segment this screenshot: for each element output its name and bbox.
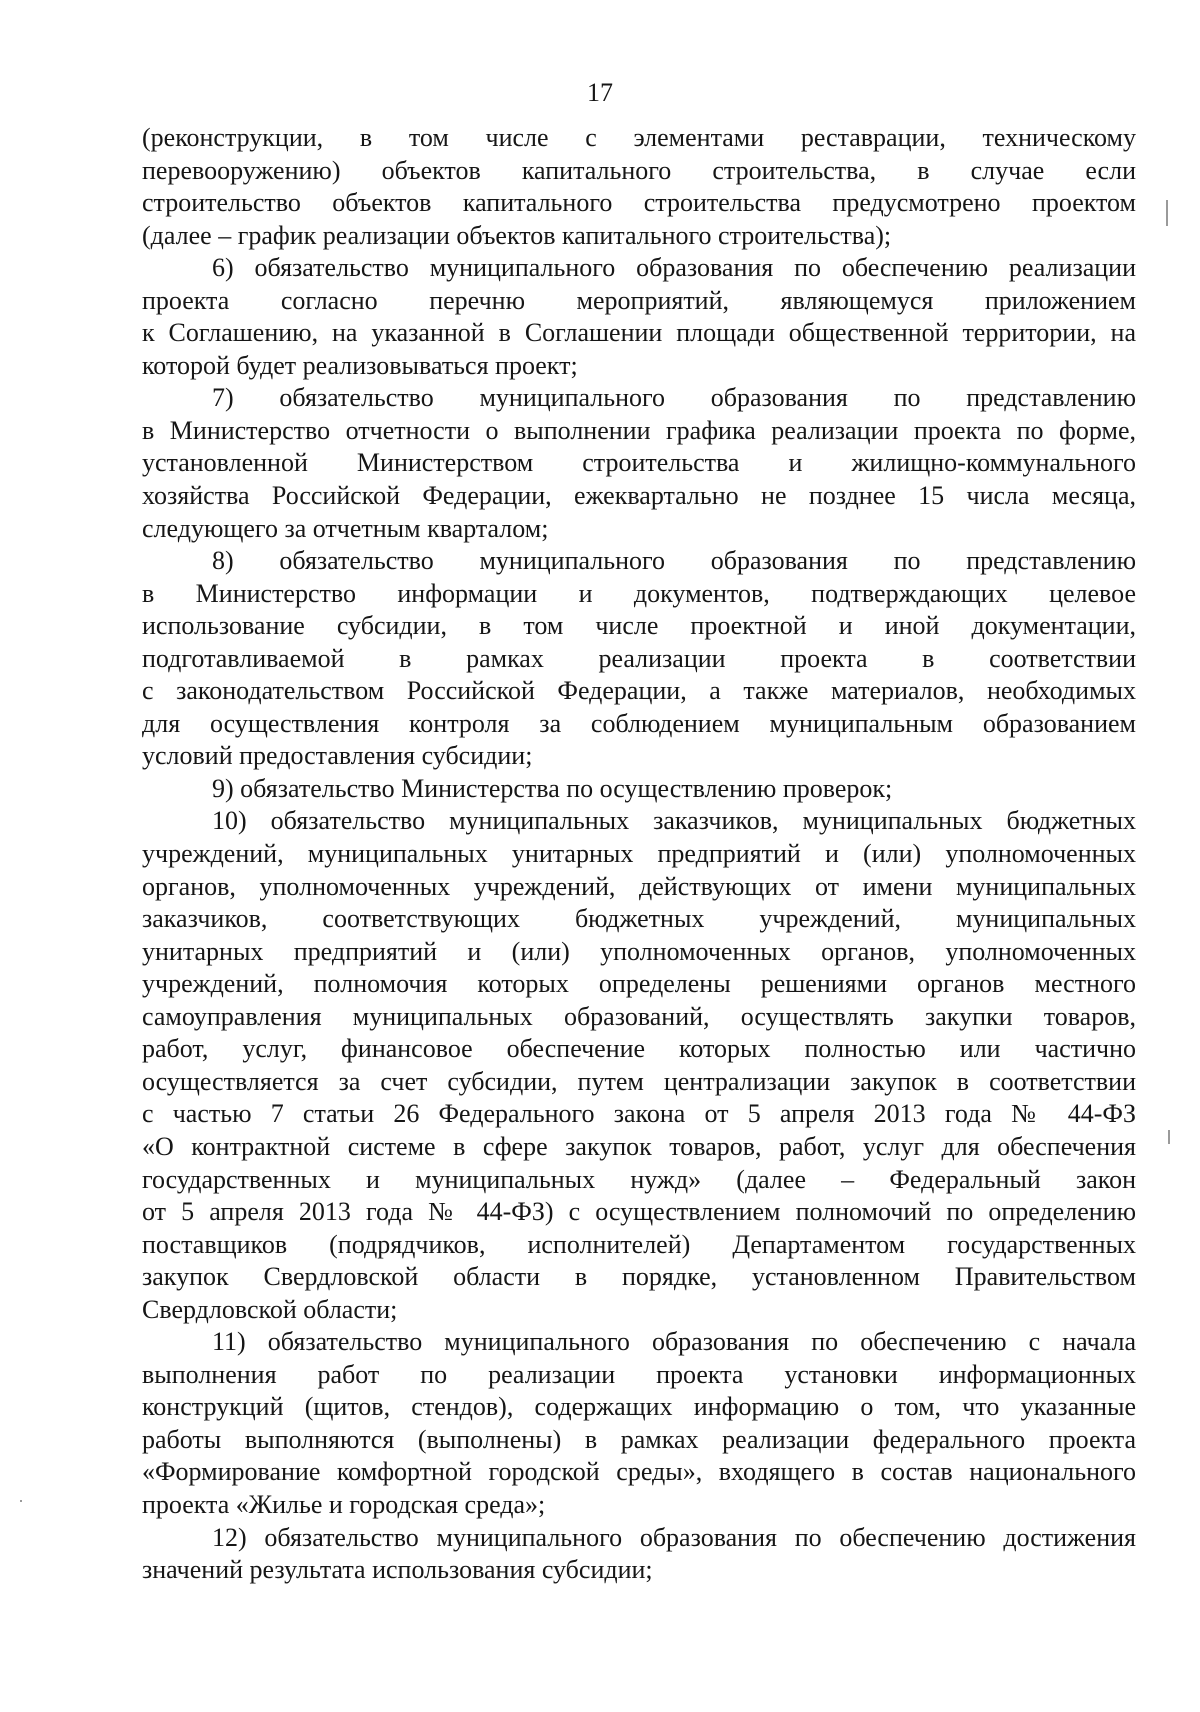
text-line: значений результата использования субсидии; [142, 1555, 653, 1585]
document-body [142, 122, 1136, 1587]
text-line: поставщиков (подрядчиков, исполнителей) Департаментом государственных [142, 1229, 1136, 1259]
paragraph-p11 [142, 1326, 1136, 1521]
paragraph-p6 [142, 252, 1136, 382]
text-line: работы выполняются (выполнены) в рамках реализации федерального проекта [142, 1424, 1136, 1454]
text-line: 8) обязательство муниципального образования по представлению [212, 546, 1136, 576]
scan-artifact-mark [1166, 200, 1168, 226]
text-line: строительство объектов капитального строительства предусмотрено проектом [142, 188, 1136, 218]
text-line: закупок Свердловской области в порядке, установленном Правительством [142, 1262, 1136, 1292]
text-line: Свердловской области; [142, 1294, 398, 1324]
text-line: «Формирование комфортной городской среды», входящего в состав национального [142, 1457, 1136, 1487]
text-line: следующего за отчетным кварталом; [142, 513, 549, 543]
text-line: 12) обязательство муниципального образования по обеспечению достижения [212, 1522, 1136, 1552]
text-line: учреждений, полномочия которых определены решениями органов местного [142, 969, 1136, 999]
text-line: государственных и муниципальных нужд» (далее – Федеральный закон [142, 1164, 1136, 1194]
text-line: в Министерство отчетности о выполнении графика реализации проекта по форме, [142, 415, 1136, 445]
text-line: 10) обязательство муниципальных заказчиков, муниципальных бюджетных [212, 806, 1136, 836]
page-number: 17 [587, 78, 613, 107]
text-line: подготавливаемой в рамках реализации проекта в соответствии [142, 643, 1136, 673]
text-line: перевооружению) объектов капитального строительства, в случае если [142, 155, 1136, 185]
text-line: выполнения работ по реализации проекта установки информационных [142, 1359, 1136, 1389]
text-line: самоуправления муниципальных образований, осуществлять закупки товаров, [142, 1001, 1136, 1031]
text-line: 9) обязательство Министерства по осуществлению проверок; [212, 773, 893, 803]
text-line: заказчиков, соответствующих бюджетных учреждений, муниципальных [142, 904, 1136, 934]
text-line: 7) обязательство муниципального образования по представлению [212, 383, 1136, 413]
text-line: «О контрактной системе в сфере закупок товаров, работ, услуг для обеспечения [142, 1131, 1136, 1161]
paragraph-p9 [142, 773, 1136, 806]
paragraph-p7 [142, 382, 1136, 545]
text-line: для осуществления контроля за соблюдением муниципальным образованием [142, 708, 1136, 738]
scan-artifact-mark [1168, 1130, 1170, 1144]
scan-artifact-mark [20, 1500, 22, 1502]
text-line: в Министерство информации и документов, подтверждающих целевое [142, 578, 1136, 608]
text-line: от 5 апреля 2013 года № 44-ФЗ) с осуществлением полномочий по определению [142, 1197, 1136, 1227]
text-line: которой будет реализовываться проект; [142, 350, 578, 380]
paragraph-p0 [142, 122, 1136, 252]
text-line: 11) обязательство муниципального образования по обеспечению с начала [212, 1327, 1136, 1357]
text-line: (реконструкции, в том числе с элементами реставрации, техническому [142, 123, 1136, 152]
text-line: проекта согласно перечню мероприятий, являющемуся приложением [142, 285, 1136, 315]
text-line: органов, уполномоченных учреждений, действующих от имени муниципальных [142, 871, 1136, 901]
text-line: унитарных предприятий и (или) уполномоченных органов, уполномоченных [142, 936, 1136, 966]
text-line: конструкций (щитов, стендов), содержащих информацию о том, что указанные [142, 1392, 1136, 1422]
text-line: условий предоставления субсидии; [142, 741, 533, 771]
text-line: с частью 7 статьи 26 Федерального закона от 5 апреля 2013 года № 44-ФЗ [142, 1099, 1136, 1129]
text-line: осуществляется за счет субсидии, путем централизации закупок в соответствии [142, 1066, 1136, 1096]
text-line: хозяйства Российской Федерации, ежеквартально не позднее 15 числа месяца, [142, 481, 1136, 511]
text-line: учреждений, муниципальных унитарных предприятий и (или) уполномоченных [142, 839, 1136, 869]
text-line: работ, услуг, финансовое обеспечение которых полностью или частично [142, 1034, 1136, 1064]
text-line: установленной Министерством строительства и жилищно-коммунального [142, 448, 1136, 478]
paragraph-p10 [142, 805, 1136, 1326]
text-line: к Соглашению, на указанной в Соглашении площади общественной территории, на [142, 318, 1136, 348]
text-line: 6) обязательство муниципального образования по обеспечению реализации [212, 253, 1136, 283]
text-line: проекта «Жилье и городская среда»; [142, 1489, 546, 1519]
paragraph-p12 [142, 1522, 1136, 1587]
text-line: (далее – график реализации объектов капитального строительства); [142, 220, 892, 250]
text-line: использование субсидии, в том числе проектной и иной документации, [142, 611, 1136, 641]
paragraph-p8 [142, 545, 1136, 773]
text-line: с законодательством Российской Федерации, а также материалов, необходимых [142, 676, 1136, 706]
